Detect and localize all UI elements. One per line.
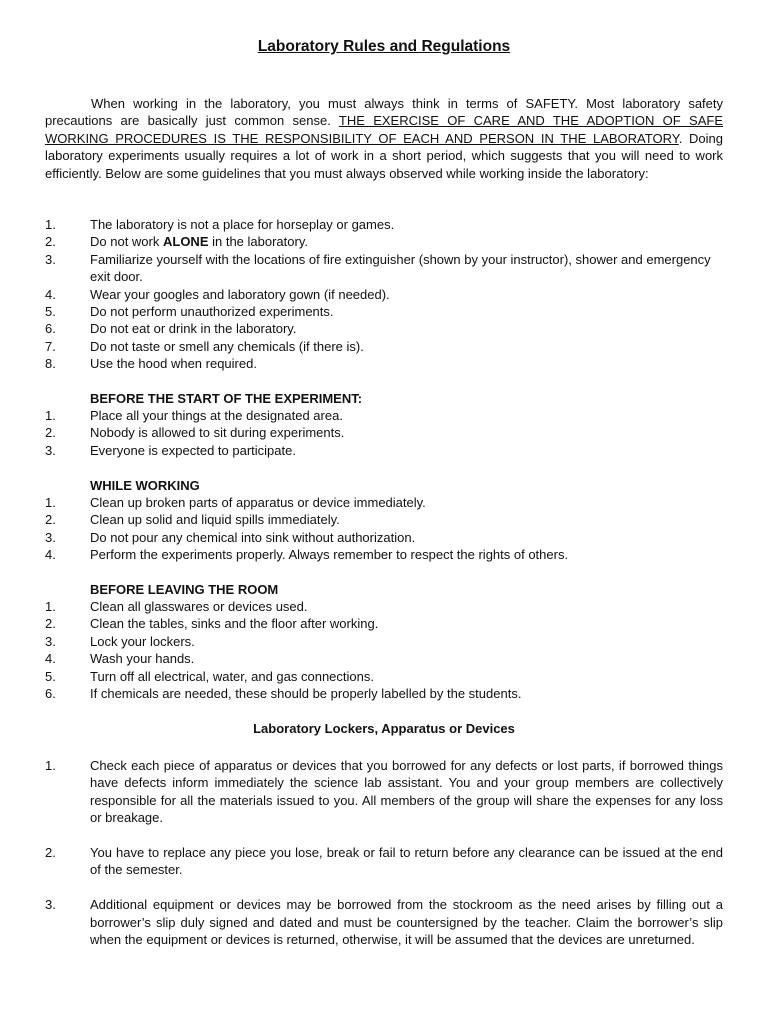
list-item [45,757,723,827]
before-leaving-heading: BEFORE LEAVING THE ROOM [90,582,279,597]
item-number: 5. [45,304,56,320]
item-text: Additional equipment or devices may be borrowed from the stockroom as the need arises by filling out a borrower’s slip duly signed and dated and must be countersigned by the teacher. Claim the borrower’s slip when the equipment or devices is returned, otherwise, it will be assumed that the devices are unreturned. [90,897,723,948]
item-text: Check each piece of apparatus or devices that you borrowed for any defects or lost parts, if borrowed things have defects inform immediately the science lab assistant. You and your group members are collectively responsible for all the materials issued to you. All members of the group will share the expenses for any loss or breakage. [90,758,723,826]
list-item [45,494,723,511]
list-item [45,216,723,233]
item-text: Do not pour any chemical into sink without authorization. [90,529,416,545]
item-text: Clean the tables, sinks and the floor after working. [90,616,379,632]
item-text: The laboratory is not a place for horseplay or games. [90,217,395,232]
intro-part-2: . Doing laboratory experiments usually requires a lot of work in a short period, which suggests that you will need to work efficiently. Below are some guidelines that you must always observed while working inside the laboratory: [45,130,723,181]
item-number: 3. [45,897,56,913]
item-text: Do not taste or smell any chemicals (if there is). [90,338,364,354]
item-number: 4. [45,547,56,563]
item-number: 6. [45,686,56,702]
list-item [45,303,723,320]
lockers-heading: Laboratory Lockers, Apparatus or Devices [253,721,515,736]
while-working-heading: WHILE WORKING [90,478,200,493]
item-text: Clean up solid and liquid spills immediately. [90,512,340,528]
item-text: Place all your things at the designated area. [90,408,343,423]
item-number: 2. [45,512,56,528]
item-text: You have to replace any piece you lose, break or fail to return before any clearance can be issued at the end of the semester. [90,845,723,878]
item-number: 2. [45,425,56,441]
item-text: Use the hood when required. [90,356,257,372]
list-item [45,320,723,337]
general-rules-list [45,216,723,373]
document-title: Laboratory Rules and Regulations [257,38,511,55]
item-number: 6. [45,321,56,337]
lockers-list [45,757,723,948]
before-start-heading: BEFORE THE START OF THE EXPERIMENT: [90,391,363,406]
list-item [45,615,723,632]
item-text: If chemicals are needed, these should be properly labelled by the students. [90,686,522,702]
item-number: 3. [45,442,56,458]
list-item [45,529,723,546]
list-item [45,233,723,250]
list-item [45,338,723,355]
item-text: Wear your googles and laboratory gown (if needed). [90,286,390,302]
item-text: Perform the experiments properly. Always remember to respect the rights of others. [90,547,569,563]
list-item [45,650,723,667]
list-item [45,442,723,459]
list-item [45,286,723,303]
item-number: 1. [45,599,56,614]
list-item [45,844,723,879]
item-text-pre: Do not work [90,234,163,250]
item-number: 1. [45,217,56,232]
item-number: 3. [45,251,56,267]
item-number: 5. [45,668,56,684]
item-text: Nobody is allowed to sit during experiments. [90,425,345,441]
list-item [45,251,723,286]
item-text: Clean up broken parts of apparatus or device immediately. [90,495,426,510]
item-number: 2. [45,845,56,861]
item-text: Lock your lockers. [90,633,195,649]
before-leaving-list [45,598,723,702]
item-number: 1. [45,758,56,773]
intro-underlined: THE EXERCISE OF CARE AND THE ADOPTION OF SAFE WORKING PROCEDURES IS THE RESPONSIBILITY OF EACH AND PERSON IN THE LABORATORY [45,113,723,146]
item-number: 4. [45,651,56,667]
item-text: Everyone is expected to participate. [90,442,296,458]
item-number: 1. [45,408,56,423]
item-number: 1. [45,495,56,510]
list-item [45,546,723,563]
item-number: 7. [45,338,56,354]
list-item [45,355,723,372]
item-number: 8. [45,356,56,372]
item-number: 3. [45,529,56,545]
item-text: Do not perform unauthorized experiments. [90,304,334,320]
list-item [45,598,723,615]
item-number: 2. [45,234,56,250]
before-start-list [45,407,723,459]
item-text: Wash your hands. [90,651,195,667]
list-item [45,896,723,948]
list-item [45,407,723,424]
list-item [45,668,723,685]
intro-part-1: When working in the laboratory, you must always think in terms of SAFETY. Most laboratory safety precautions are basically just common sense. [45,96,723,129]
item-text: Turn off all electrical, water, and gas connections. [90,668,374,684]
item-number: 4. [45,286,56,302]
list-item [45,633,723,650]
intro-paragraph [45,95,723,182]
item-text [90,233,723,250]
item-text: Clean all glasswares or devices used. [90,599,308,614]
item-text-bold: ALONE [162,234,209,250]
item-number: 2. [45,616,56,632]
item-number: 3. [45,633,56,649]
list-item [45,685,723,702]
item-text: Do not eat or drink in the laboratory. [90,321,297,337]
list-item [45,511,723,528]
item-text-post: in the laboratory. [208,234,308,250]
item-text: Familiarize yourself with the locations of fire extinguisher (shown by your instructor), shower and emergency exit door. [90,251,711,285]
while-working-list [45,494,723,564]
list-item [45,424,723,441]
